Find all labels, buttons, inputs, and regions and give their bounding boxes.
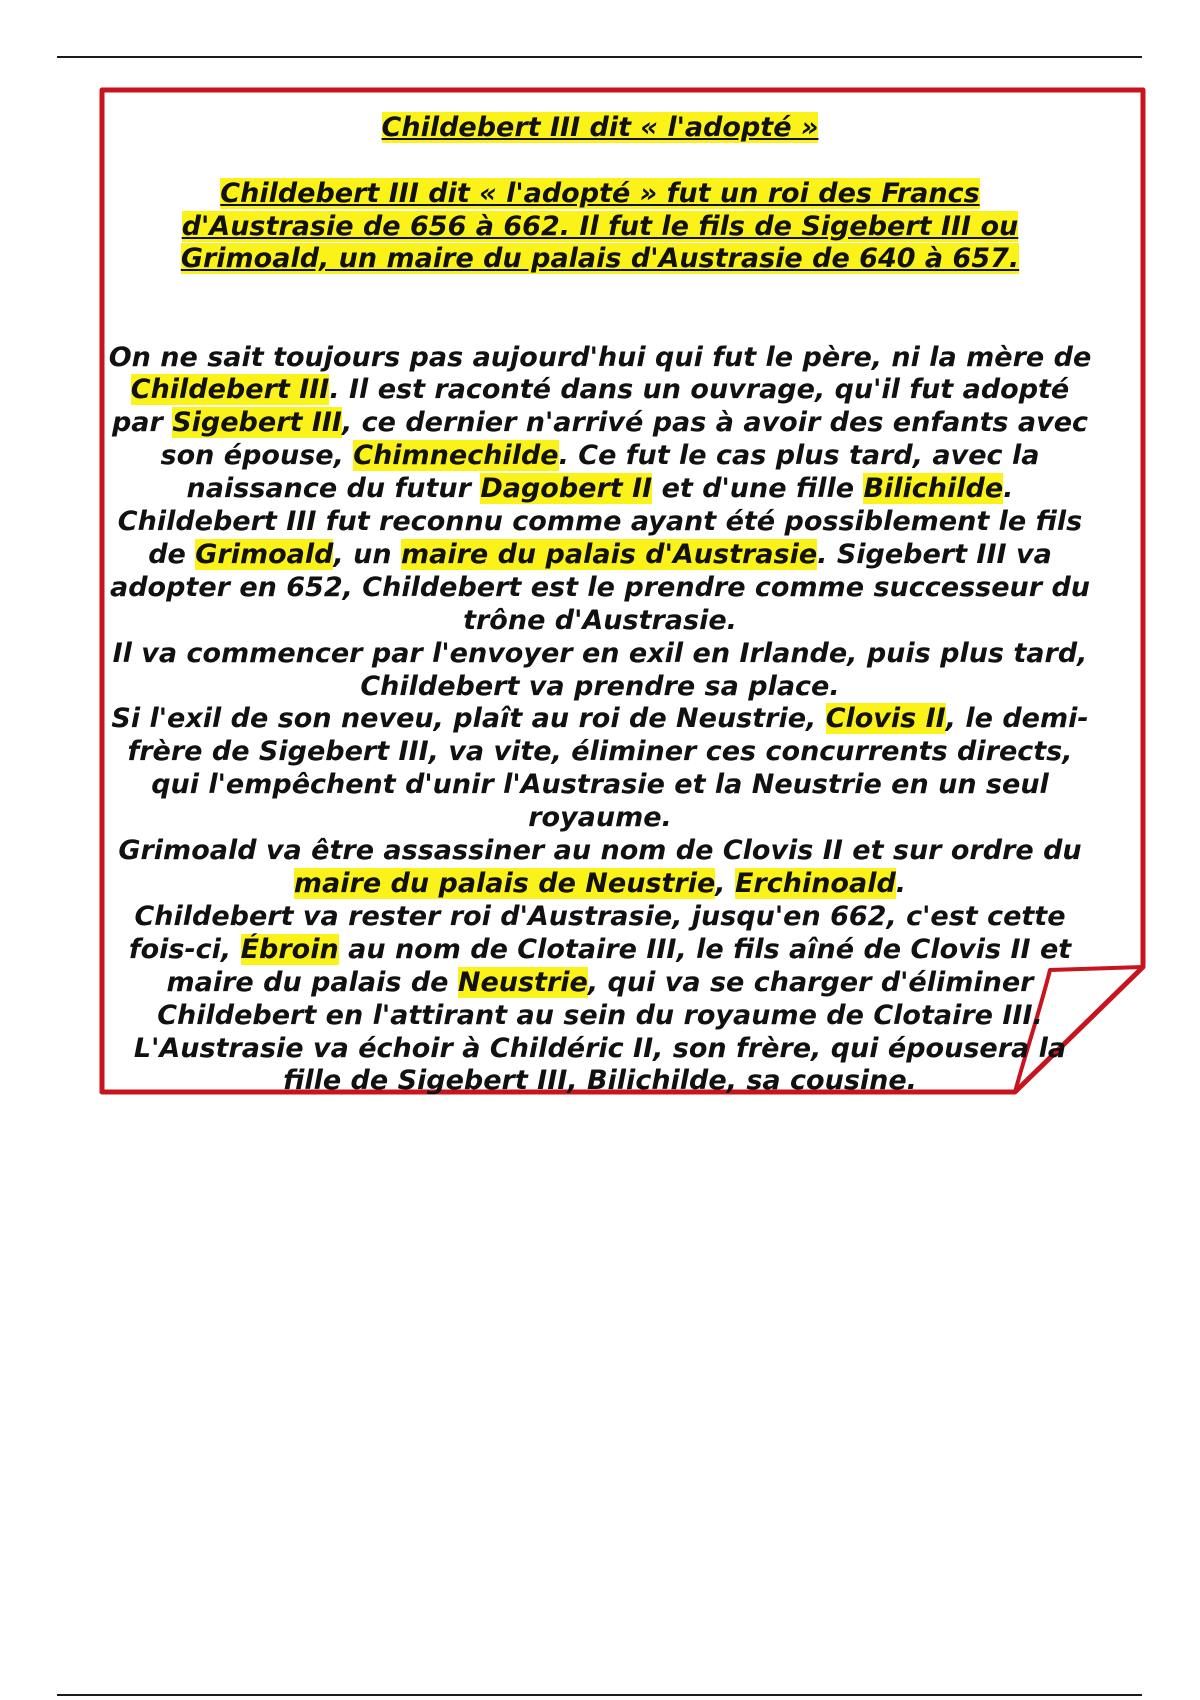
body-text: , un (333, 538, 401, 570)
highlight-maire-austrasie: maire du palais d'Austrasie (400, 538, 818, 570)
document-text (104, 110, 1096, 1098)
body-text: , (715, 868, 735, 899)
highlight-bilichilde: Bilichilde (863, 473, 1004, 505)
body-text: On ne sait toujours pas aujourd'hui qui fut le père, ni la mère de (108, 341, 1092, 373)
header-rule (57, 56, 1142, 58)
highlight-clovis-ii: Clovis II (825, 703, 946, 735)
intro-text: Childebert III dit « l'adopté » fut un roi des Francs d'Austrasie de 656 à 662. Il fut le fils de Sigebert III ou Grimoald, un maire du palais d'Austrasie de 640 à 657. (180, 178, 1020, 274)
document-title (104, 110, 1096, 146)
body-text: Si l'exil de son neveu, plaît au roi de Neustrie, (111, 703, 826, 735)
highlight-neustrie: Neustrie (457, 966, 588, 998)
body-text: . (1003, 473, 1014, 505)
body-text: , ce dernier n'arrivé pas à avoir des enfants avec son épouse, (160, 407, 1089, 472)
highlight-dagobert-ii: Dagobert II (480, 473, 653, 505)
highlight-ebroin: Ébroin (240, 933, 339, 965)
body-text: Il va commencer par l'envoyer en exil en Irlande, puis plus tard, Childebert va prendre sa place. (112, 637, 1088, 702)
highlight-grimoald: Grimoald (195, 538, 334, 570)
highlight-chimnechilde: Chimnechilde (353, 440, 559, 472)
body-text: au nom de Clotaire III, le fils aîné de Clovis II et maire du palais de (166, 933, 1072, 998)
body-text: . (895, 868, 907, 899)
footer-rule (57, 1694, 1142, 1696)
body-text: . Ce fut le cas plus tard, avec la naissance du futur (186, 440, 1040, 505)
highlight-sigebert-iii: Sigebert III (172, 407, 342, 439)
body-text: et d'une fille (652, 473, 864, 505)
highlight-childebert-iii: Childebert III (130, 374, 330, 406)
body-text: Grimoald va être assassiner au nom de Clovis II et sur ordre du (118, 835, 1082, 867)
body-text: Childebert III fut reconnu comme ayant été possiblement le fils de (117, 506, 1083, 570)
intro-paragraph (160, 178, 1040, 276)
highlight-erchinoald: Erchinoald (734, 868, 896, 899)
body-text: . Il est raconté dans un ouvrage, qu'il fut adopté par (111, 374, 1070, 439)
body-paragraph (104, 342, 1096, 1099)
body-text: , le demi-frère de Sigebert III, va vite, éliminer ces concurrents directs, qui l'empêchent d'unir l'Austrasie et la Neustrie en un seul royaume. (127, 703, 1089, 834)
title-text: Childebert III dit « l'adopté » (381, 112, 819, 143)
highlight-maire-neustrie: maire du palais de Neustrie (293, 868, 716, 899)
body-text: , qui va se charger d'éliminer Childebert en l'attirant au sein du royaume de Clotaire III. L'Austrasie va échoir à Childéric II, son frère, qui épousera la fille de Sigebert III, Bilichilde, sa cousine. (133, 966, 1067, 1097)
body-text: Childebert va rester roi d'Austrasie, jusqu'en 662, c'est cette fois-ci, (128, 900, 1066, 965)
body-text: . Sigebert III va adopter en 652, Childebert est le prendre comme successeur du trône d'Austrasie. (109, 538, 1091, 636)
